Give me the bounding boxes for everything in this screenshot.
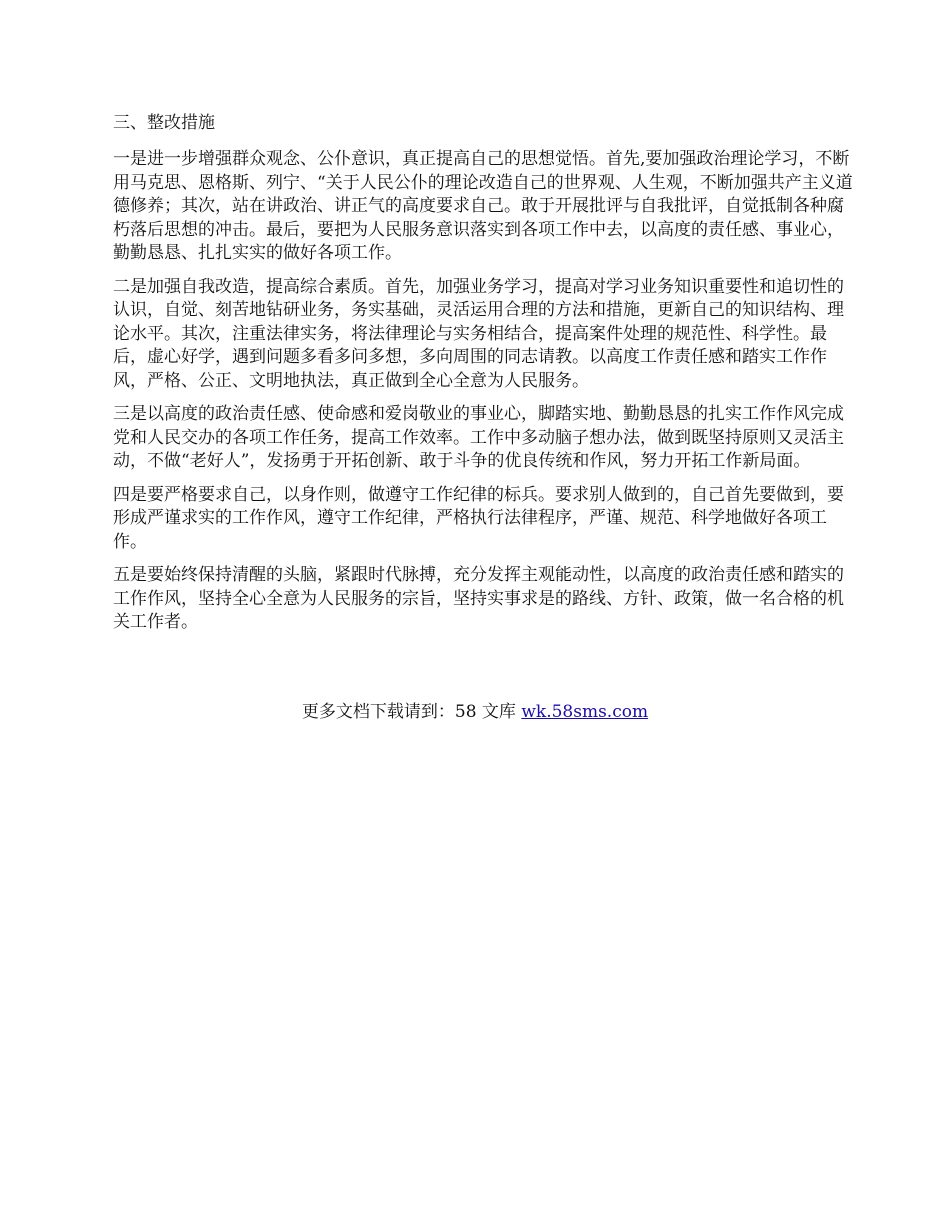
paragraph-3: 三是以高度的政治责任感、使命感和爱岗敬业的事业心，脚踏实地、勤勤恳恳的扎实工作作风完成党和人民交办的各项工作任务，提高工作效率。工作中多动脑子想办法，做到既坚持原则又灵活主动，不做“老好人”，发扬勇于开拓创新、敢于斗争的优良传统和作风，努力开拓工作新局面。 xyxy=(113,404,844,471)
footer-prefix: 更多文档下载请到：58 文库 xyxy=(301,702,522,722)
download-link[interactable]: wk.58sms.com xyxy=(521,702,649,722)
paragraph-5: 五是要始终保持清醒的头脑，紧跟时代脉搏，充分发挥主观能动性，以高度的政治责任感和踏实的工作作风，坚持全心全意为人民服务的宗旨，坚持实事求是的路线、方针、政策，做一名合格的机关工作者。 xyxy=(113,565,844,632)
paragraph-1: 一是进一步增强群众观念、公仆意识，真正提高自己的思想觉悟。首先,要加强政治理论学习，不断用马克思、恩格斯、列宁、“关于人民公仆的理论改造自己的世界观、人生观，不断加强共产主义道德修养；其次，站在讲政治、讲正气的高度要求自己。敢于开展批评与自我批评，自觉抵制各种腐朽落后思想的冲击。最后，要把为人民服务意识落实到各项工作中去，以高度的责任感、事业心，勤勤恳恳、扎扎实实的做好各项工作。 xyxy=(113,149,853,263)
paragraph-4: 四是要严格要求自己，以身作则，做遵守工作纪律的标兵。要求别人做到的，自己首先要做到，要形成严谨求实的工作作风，遵守工作纪律，严格执行法律程序，严谨、规范、科学地做好各项工作。 xyxy=(113,484,844,552)
section-heading: 三、整改措施 xyxy=(113,113,215,133)
download-footer xyxy=(0,700,950,724)
paragraph-2: 二是加强自我改造，提高综合素质。首先，加强业务学习，提高对学习业务知识重要性和追切性的认识，自觉、刻苦地钻研业务，务实基础，灵活运用合理的方法和措施，更新自己的知识结构、理论水平。其次，注重法律实务，将法律理论与实务相结合，提高案件处理的规范性、科学性。最后，虚心好学，遇到问题多看多问多想，多向周围的同志请教。以高度工作责任感和踏实工作作风，严格、公正、文明地执法，真正做到全心全意为人民服务。 xyxy=(113,276,844,391)
document-body xyxy=(113,110,853,645)
